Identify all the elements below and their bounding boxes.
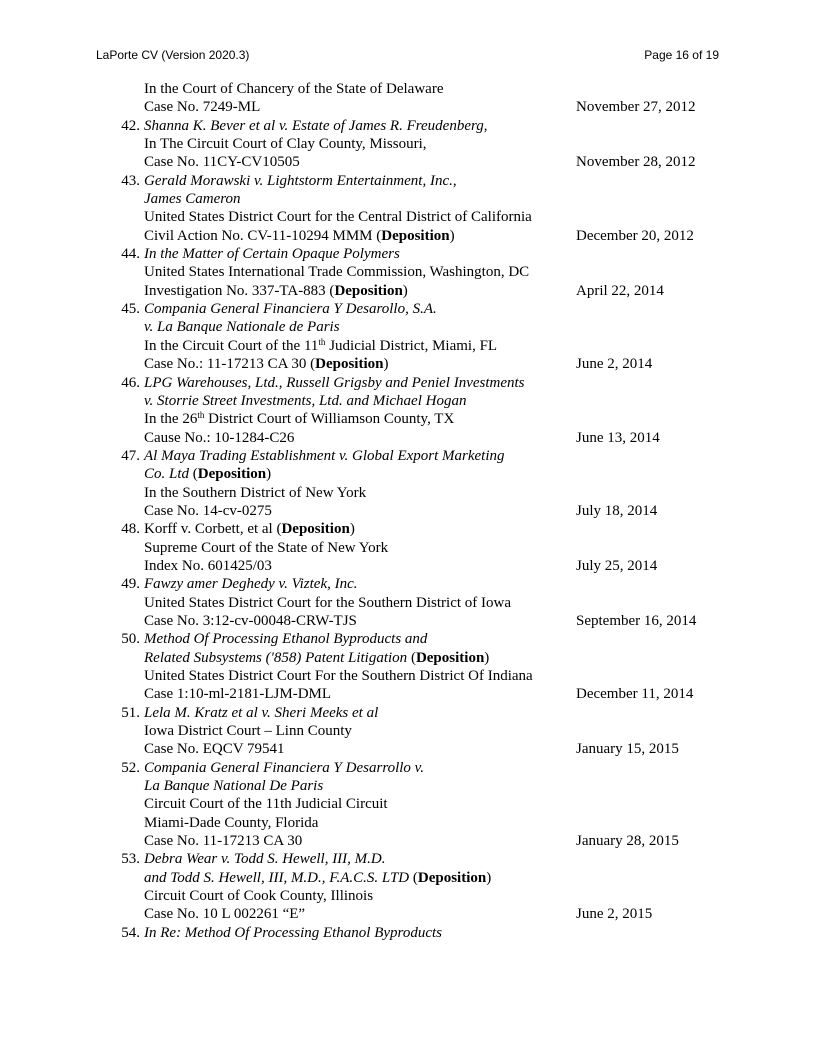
case-text <box>144 374 525 392</box>
case-text <box>144 905 305 923</box>
case-text-segment: United States District Court for the Central District of California <box>144 209 532 226</box>
case-detail-line <box>0 869 816 887</box>
case-text-segment: In the Circuit Court of the 11 <box>144 337 319 354</box>
case-detail-line <box>0 685 816 703</box>
case-title: La Banque National De Paris <box>144 778 324 795</box>
case-text-segment: ( <box>409 869 418 886</box>
case-title: Compania General Financiera Y Desarrollo v. <box>144 759 424 776</box>
testimony-date: July 25, 2014 <box>576 557 658 574</box>
case-text <box>144 612 357 630</box>
case-text-segment: United States District Court For the Southern District Of Indiana <box>144 668 533 684</box>
case-text <box>144 355 388 373</box>
case-title: Related Subsystems ('858) Patent Litigation <box>144 649 408 666</box>
case-text-segment: Circuit Court of Cook County, Illinois <box>144 888 374 905</box>
case-text <box>144 649 489 667</box>
case-detail-line <box>0 649 816 667</box>
case-title: Gerald Morawski v. Lightstorm Entertainment, Inc., <box>144 172 457 189</box>
case-text <box>144 594 511 612</box>
case-text-segment: United States International Trade Commission, Washington, DC <box>144 264 530 281</box>
case-title: Lela M. Kratz et al v. Sheri Meeks et al <box>144 704 379 721</box>
ordinal-suffix: th <box>318 336 326 347</box>
case-entry-line <box>0 245 816 263</box>
case-number: 52. <box>121 759 140 776</box>
testimony-date: September 16, 2014 <box>576 612 697 629</box>
case-title: and Todd S. Hewell, III, M.D., F.A.C.S. LTD <box>144 869 410 886</box>
case-text-segment: ( <box>189 466 198 483</box>
case-text-segment: Case No. 14-cv-0275 <box>144 502 272 519</box>
case-text <box>144 429 294 447</box>
case-text-segment: Case 1:10-ml-2181-LJM-DML <box>144 686 332 703</box>
testimony-date: June 2, 2015 <box>576 906 653 923</box>
case-entry-line <box>0 575 816 593</box>
case-text-segment: Iowa District Court – Linn County <box>144 723 352 740</box>
testimony-date: December 20, 2012 <box>576 227 694 244</box>
case-entry-line <box>0 850 816 868</box>
case-text-segment: In the Southern District of New York <box>144 484 367 501</box>
case-text <box>144 777 323 795</box>
testimony-date: January 28, 2015 <box>576 833 679 850</box>
case-detail-line <box>0 282 816 300</box>
case-text <box>144 410 454 428</box>
case-detail-line <box>0 905 816 923</box>
case-text-segment: ) <box>349 521 355 538</box>
case-text <box>144 263 529 281</box>
case-text-segment: ) <box>402 282 408 299</box>
case-title: James Cameron <box>144 191 241 208</box>
case-text-segment: ) <box>484 649 490 666</box>
case-number: 47. <box>121 447 140 464</box>
case-text <box>144 447 505 465</box>
case-text-segment: In the Court of Chancery of the State of Delaware <box>144 81 444 97</box>
case-title: Fawzy amer Deghedy v. Viztek, Inc. <box>144 576 358 593</box>
case-text <box>144 245 400 263</box>
case-number: 49. <box>121 576 140 593</box>
case-entry-line <box>0 759 816 777</box>
deposition-label: Deposition <box>334 282 403 299</box>
case-detail-line <box>0 98 816 116</box>
case-detail-line <box>0 337 816 355</box>
case-text-segment: Supreme Court of the State of New York <box>144 539 389 556</box>
case-text-segment: Case No. 11-17213 CA 30 <box>144 833 303 850</box>
case-entry-line <box>0 520 816 538</box>
case-number: 51. <box>121 704 140 721</box>
case-title: Compania General Financiera Y Desarollo, S.A. <box>144 301 437 318</box>
case-entry-line <box>0 924 816 942</box>
deposition-label: Deposition <box>415 649 485 666</box>
ordinal-suffix: th <box>197 410 205 421</box>
case-text <box>144 667 533 685</box>
case-text <box>144 850 386 868</box>
case-entry-line <box>0 374 816 392</box>
case-text <box>144 704 378 722</box>
case-text-segment: Index No. 601425/03 <box>144 557 272 574</box>
case-text <box>144 869 491 887</box>
deposition-label: Deposition <box>315 356 384 373</box>
case-text <box>144 208 532 226</box>
case-title: Shanna K. Bever et al v. Estate of James R. Freudenberg <box>144 117 484 134</box>
case-detail-line <box>0 777 816 795</box>
case-text-segment: Judicial District, Miami, FL <box>325 337 498 354</box>
case-detail-line <box>0 667 816 685</box>
case-text <box>144 190 241 208</box>
deposition-label: Deposition <box>417 869 487 886</box>
case-detail-line <box>0 465 816 483</box>
case-detail-line <box>0 318 816 336</box>
case-detail-line <box>0 410 816 428</box>
case-detail-line <box>0 190 816 208</box>
case-text-segment: Case No.: 11-17213 CA 30 ( <box>144 356 316 373</box>
testimony-date: December 11, 2014 <box>576 686 694 703</box>
case-text <box>144 814 318 832</box>
case-text <box>144 575 358 593</box>
case-detail-line <box>0 557 816 575</box>
case-detail-line <box>0 740 816 758</box>
case-detail-line <box>0 722 816 740</box>
case-text <box>144 520 355 538</box>
case-text <box>144 337 497 355</box>
case-text <box>144 685 331 703</box>
case-text <box>144 117 488 135</box>
case-text-segment: , <box>483 117 488 134</box>
case-text <box>144 722 352 740</box>
deposition-label: Deposition <box>197 466 267 483</box>
case-detail-line <box>0 80 816 98</box>
case-text-segment: ) <box>266 466 272 483</box>
case-text <box>144 135 427 153</box>
case-text-segment: Case No. 10 L 002261 “E” <box>144 906 306 923</box>
case-detail-line <box>0 612 816 630</box>
case-entry-line <box>0 704 816 722</box>
case-title: Al Maya Trading Establishment v. Global Export Marketing <box>144 447 505 464</box>
case-text <box>144 282 408 300</box>
case-number: 42. <box>121 117 140 134</box>
case-detail-line <box>0 355 816 373</box>
case-title: Co. Ltd <box>144 466 190 483</box>
case-detail-line <box>0 263 816 281</box>
case-entry-line <box>0 300 816 318</box>
case-text <box>144 759 424 777</box>
case-number: 45. <box>121 301 140 318</box>
case-text <box>144 539 388 557</box>
deposition-label: Deposition <box>381 227 450 244</box>
page-number: Page 16 of 19 <box>644 48 719 62</box>
case-detail-line <box>0 153 816 171</box>
deposition-label: Deposition <box>281 521 350 538</box>
case-text <box>144 172 457 190</box>
testimony-date: June 2, 2014 <box>576 356 653 373</box>
case-text-segment: ) <box>486 869 492 886</box>
testimony-date: July 18, 2014 <box>576 502 658 519</box>
case-title: Method Of Processing Ethanol Byproducts and <box>144 631 428 648</box>
case-entry-line <box>0 172 816 190</box>
case-number: 50. <box>121 631 140 648</box>
case-text-segment: ) <box>383 356 389 373</box>
case-detail-line <box>0 502 816 520</box>
case-entry-line <box>0 630 816 648</box>
case-text <box>144 300 437 318</box>
case-number: 54. <box>121 924 140 941</box>
case-text <box>144 924 442 942</box>
case-title: In Re: Method Of Processing Ethanol Byproducts <box>144 924 442 941</box>
case-title: In the Matter of Certain Opaque Polymers <box>144 246 400 263</box>
case-list <box>0 80 816 942</box>
case-title: LPG Warehouses, Ltd., Russell Grigsby and Peniel Investments <box>144 374 525 391</box>
document-title: LaPorte CV (Version 2020.3) <box>96 48 250 62</box>
case-text-segment: In The Circuit Court of Clay County, Missouri, <box>144 136 427 153</box>
case-text-segment: United States District Court for the Southern District of Iowa <box>144 594 512 611</box>
case-detail-line <box>0 539 816 557</box>
case-text-segment: ( <box>407 649 416 666</box>
case-text-segment: District Court of Williamson County, TX <box>204 411 455 428</box>
case-number: 43. <box>121 172 140 189</box>
case-text-segment: Case No. 11CY-CV10505 <box>144 154 300 171</box>
case-detail-line <box>0 814 816 832</box>
case-text <box>144 740 285 758</box>
case-text <box>144 98 260 116</box>
case-detail-line <box>0 594 816 612</box>
case-text-segment: Case No. EQCV 79541 <box>144 741 285 758</box>
case-detail-line <box>0 135 816 153</box>
case-title: Debra Wear v. Todd S. Hewell, III, M.D. <box>144 851 386 868</box>
testimony-date: April 22, 2014 <box>576 282 664 299</box>
case-text <box>144 153 300 171</box>
case-text <box>144 832 302 850</box>
case-number: 46. <box>121 374 140 391</box>
case-text-segment: Case No. 7249-ML <box>144 99 261 116</box>
case-detail-line <box>0 227 816 245</box>
case-text <box>144 887 373 905</box>
case-text <box>144 465 271 483</box>
case-detail-line <box>0 795 816 813</box>
case-detail-line <box>0 887 816 905</box>
case-number: 53. <box>121 851 140 868</box>
case-number: 48. <box>121 521 140 538</box>
case-detail-line <box>0 832 816 850</box>
case-title: v. La Banque Nationale de Paris <box>144 319 340 336</box>
testimony-date: November 28, 2012 <box>576 154 696 171</box>
case-detail-line <box>0 429 816 447</box>
case-text-segment: Investigation No. 337-TA-883 ( <box>144 282 335 299</box>
case-text <box>144 557 272 575</box>
case-text <box>144 318 340 336</box>
testimony-date: June 13, 2014 <box>576 429 660 446</box>
case-text <box>144 80 443 98</box>
case-text-segment: ) <box>449 227 455 244</box>
case-entry-line <box>0 117 816 135</box>
testimony-date: January 15, 2015 <box>576 741 679 758</box>
testimony-date: November 27, 2012 <box>576 99 696 116</box>
case-text-segment: Circuit Court of the 11th Judicial Circuit <box>144 796 388 813</box>
case-title: v. Storrie Street Investments, Ltd. and Michael Hogan <box>144 392 467 409</box>
case-text <box>144 484 366 502</box>
case-text-segment: Case No. 3:12-cv-00048-CRW-TJS <box>144 612 357 629</box>
case-text <box>144 795 388 813</box>
case-text <box>144 227 455 245</box>
case-number: 44. <box>121 246 140 263</box>
case-text-segment: Civil Action No. CV-11-10294 MMM ( <box>144 227 382 244</box>
case-text-segment: Korff v. Corbett, et al ( <box>144 521 282 538</box>
case-detail-line <box>0 484 816 502</box>
case-text-segment: Miami-Dade County, Florida <box>144 814 319 831</box>
case-text-segment: In the 26 <box>144 411 198 428</box>
case-detail-line <box>0 208 816 226</box>
case-text <box>144 392 466 410</box>
case-text-segment: Cause No.: 10-1284-C26 <box>144 429 295 446</box>
page-header <box>96 48 719 64</box>
case-detail-line <box>0 392 816 410</box>
case-text <box>144 630 427 648</box>
case-text <box>144 502 272 520</box>
case-entry-line <box>0 447 816 465</box>
